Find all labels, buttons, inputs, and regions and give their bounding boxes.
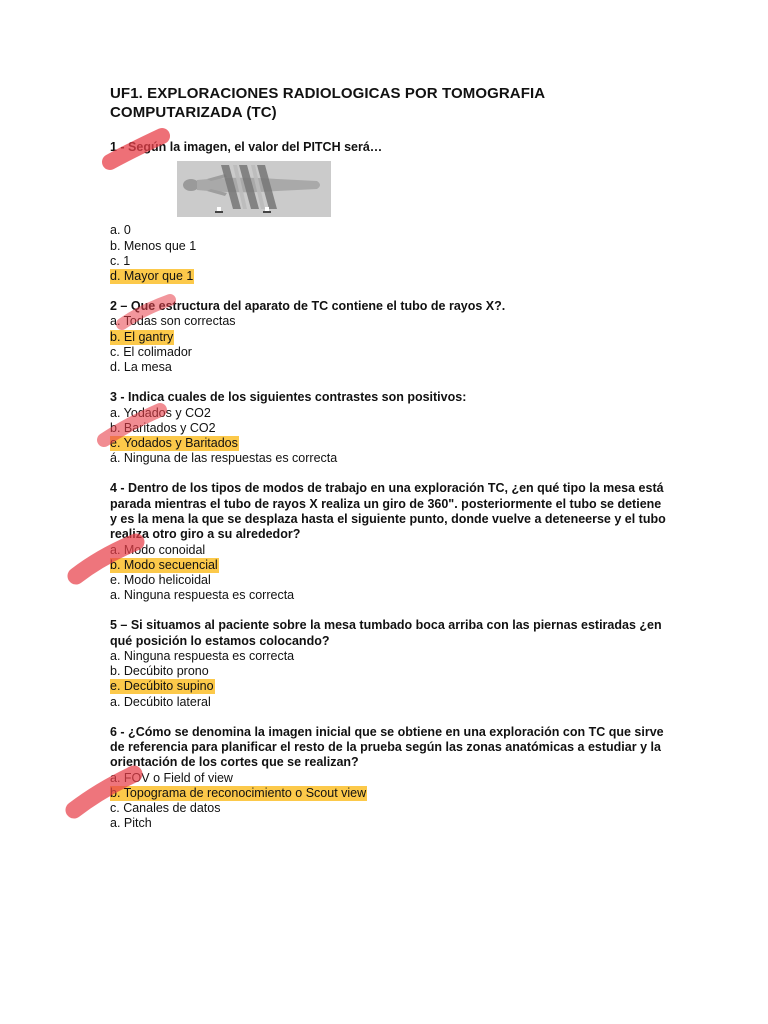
option-q1-a[interactable]: a. 0 [110, 223, 131, 238]
option-q2-d[interactable]: d. La mesa [110, 360, 172, 375]
option-q3-b[interactable]: b. Baritados y CO2 [110, 420, 216, 435]
option-q5-e-correct[interactable]: e. Decúbito supino [110, 679, 214, 694]
document-title: UF1. EXPLORACIONES RADIOLOGICAS POR TOMOGRAFIA COMPUTARIZADA (TC) [110, 85, 545, 121]
question-text: 1 - Según la imagen, el valor del PITCH será… [110, 140, 383, 154]
option-q4-b-correct[interactable]: b. Modo secuencial [110, 557, 218, 572]
option-q6-c[interactable]: c. Canales de datos [110, 801, 221, 816]
question-text: 4 - Dentro de los tipos de modos de trabajo en una exploración TC, ¿en qué tipo la mesa está parada mientras el tubo de rayos X realiza un giro de 360". posteriormente el tubo se detiene y es la mena la que se desplaza hasta el siguiente punto, donde vuelve a deteneerse y el tubo realiza otro giro a su alrededor? [110, 481, 666, 542]
option-q4-e[interactable]: e. Modo helicoidal [110, 572, 211, 587]
options-list [110, 406, 670, 467]
question-text: 2 – Que estructura del aparato de TC contiene el tubo de rayos X?. [110, 299, 506, 314]
question-1 [110, 140, 670, 284]
option-q1-d-correct[interactable]: d. Mayor que 1 [110, 268, 194, 283]
pitch-diagram-image [177, 161, 331, 217]
options-list [110, 649, 670, 710]
question-4 [110, 481, 670, 603]
option-q1-c[interactable]: c. 1 [110, 253, 131, 268]
option-q3-a2[interactable]: á. Ninguna de las respuestas es correcta [110, 451, 338, 466]
option-q2-c[interactable]: c. El colimador [110, 344, 192, 359]
option-q3-e-correct[interactable]: e. Yodados y Baritados [110, 435, 238, 450]
option-q5-a[interactable]: a. Ninguna respuesta es correcta [110, 648, 295, 663]
option-q2-b-correct[interactable]: b. El gantry [110, 329, 174, 344]
option-q1-b[interactable]: b. Menos que 1 [110, 238, 197, 253]
option-q6-a2[interactable]: a. Pitch [110, 816, 152, 831]
question-5 [110, 618, 670, 709]
patient-helix-illustration [177, 161, 331, 217]
exam-page [110, 84, 670, 846]
option-q3-a[interactable]: a. Yodados y CO2 [110, 405, 211, 420]
question-text: 6 - ¿Cómo se denomina la imagen inicial que se obtiene en una exploración con TC que sirve de referencia para planificar el resto de la prueba según las zonas anatómicas a estudiar y la orientación de los cortes que se realizan? [110, 724, 664, 770]
options-list [110, 314, 670, 375]
question-text: 3 - Indica cuales de los siguientes contrastes son positivos: [110, 390, 467, 405]
option-q6-b-correct[interactable]: b. Topograma de reconocimiento o Scout view [110, 785, 367, 800]
question-text: 5 – Si situamos al paciente sobre la mesa tumbado boca arriba con las piernas estiradas ¿en qué posición lo estamos colocando? [110, 618, 662, 648]
question-2 [110, 299, 670, 375]
option-q4-a[interactable]: a. Modo conoidal [110, 542, 206, 557]
options-list [110, 223, 670, 284]
options-list [110, 771, 670, 832]
question-3 [110, 390, 670, 466]
option-q2-a[interactable]: a. Todas son correctas [110, 314, 236, 329]
options-list [110, 543, 670, 604]
option-q5-a2[interactable]: a. Decúbito lateral [110, 694, 211, 709]
option-q5-b[interactable]: b. Decúbito prono [110, 664, 209, 679]
option-q4-a2[interactable]: a. Ninguna respuesta es correcta [110, 588, 295, 603]
question-6 [110, 725, 670, 832]
option-q6-a[interactable]: a. FOV o Field of view [110, 770, 233, 785]
